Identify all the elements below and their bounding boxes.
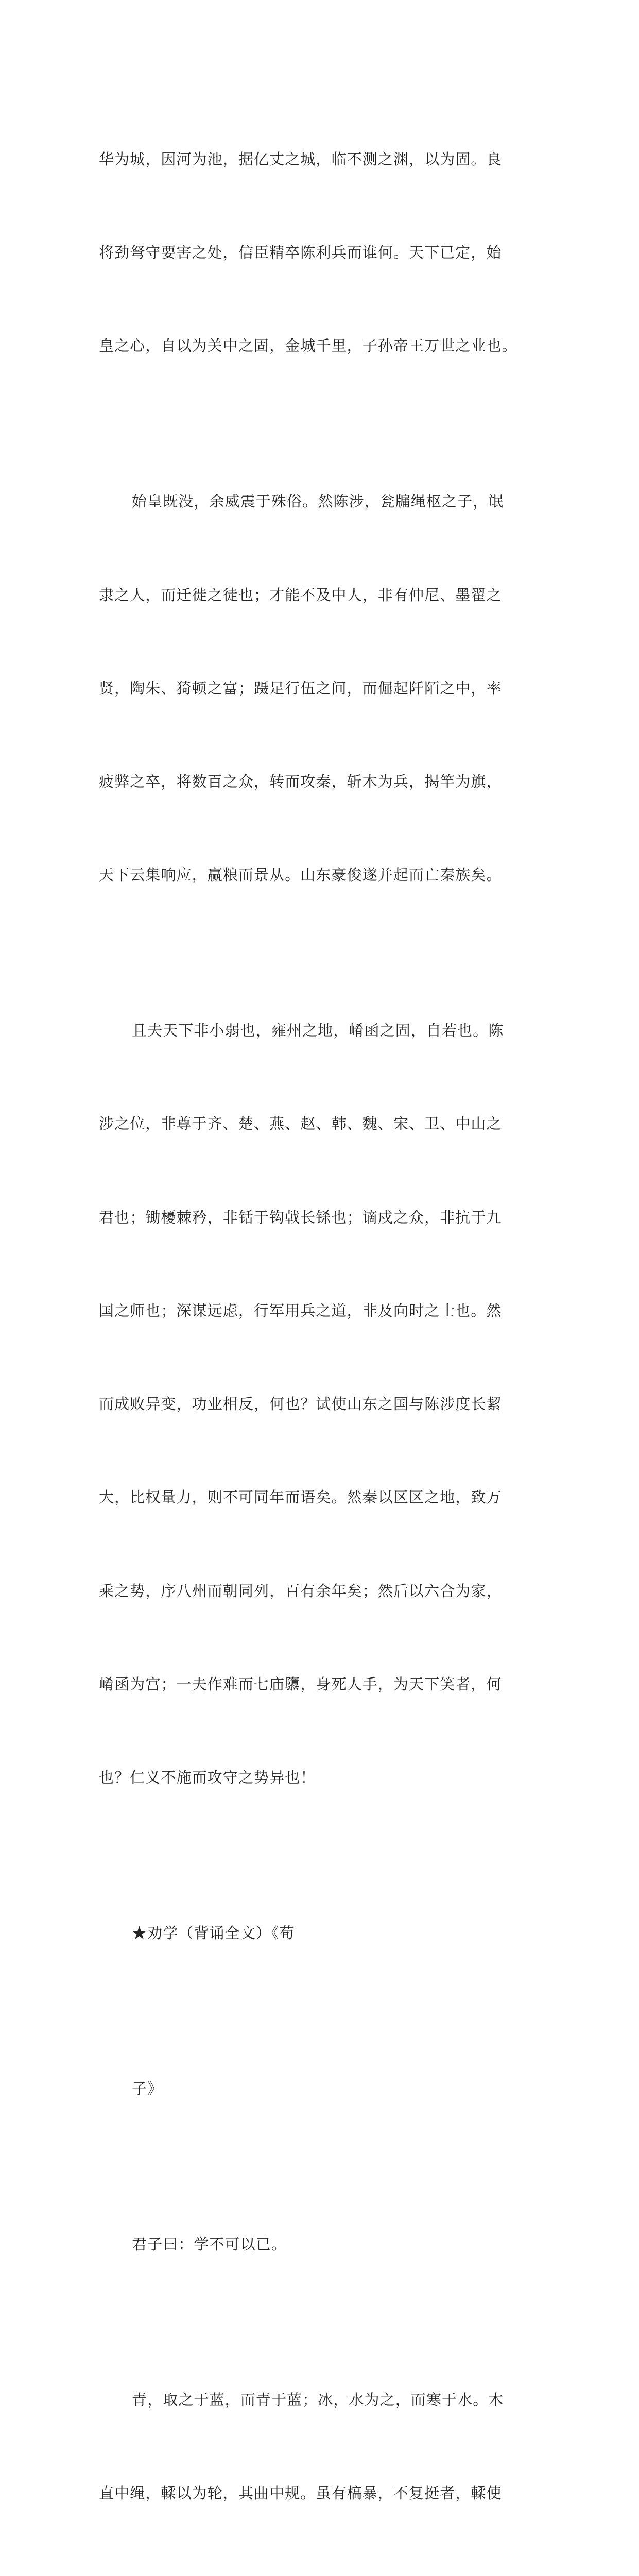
heading-line: ★劝学（背诵全文）《荀 [99, 1918, 547, 1948]
text-line: 君子曰：学不可以已。 [99, 2229, 547, 2260]
text-line: 皇之心，自以为关中之固，金城千里，子孙帝王万世之业也。 [99, 330, 547, 361]
paragraph-1 [99, 81, 547, 423]
heading-line: 子》 [99, 2073, 547, 2104]
paragraph-2 [99, 423, 547, 953]
text-line: 君也；锄櫌棘矜，非铦于钩戟长铩也；谪戍之众，非抗于九 [99, 1202, 547, 1233]
section-heading-cont [99, 2011, 547, 2166]
text-line: 且夫天下非小弱也，雍州之地，崤函之固，自若也。陈 [99, 1015, 547, 1046]
text-line: 天下云集响应，赢粮而景从。山东豪俊遂并起而亡秦族矣。 [99, 859, 547, 890]
text-line: 也？仁义不施而攻守之势异也！ [99, 1762, 547, 1793]
text-line: 隶之人，而迁徙之徒也；才能不及中人，非有仲尼、墨翟之 [99, 580, 547, 611]
text-line: 贤，陶朱、猗顿之富；蹑足行伍之间，而倔起阡陌之中，率 [99, 673, 547, 704]
paragraph-5 [99, 2322, 547, 2576]
document-page [0, 0, 639, 904]
text-line: 大，比权量力，则不可同年而语矣。然秦以区区之地，致万 [99, 1482, 547, 1513]
text-line: 国之师也；深谋远虑，行军用兵之道，非及向时之士也。然 [99, 1295, 547, 1326]
text-line: 青，取之于蓝，而青于蓝；冰，水为之，而寒于水。木 [99, 2384, 547, 2415]
body-text [99, 81, 547, 2576]
text-line: 乘之势，序八州而朝同列，百有余年矣；然后以六合为家， [99, 1575, 547, 1606]
paragraph-3 [99, 953, 547, 1855]
text-line [99, 2571, 547, 2576]
text-line: 崤函为宫；一夫作难而七庙隳，身死人手，为天下笑者，何 [99, 1669, 547, 1700]
text-line: 华为城，因河为池，据亿丈之城，临不测之渊，以为固。良 [99, 144, 547, 175]
paragraph-4 [99, 2166, 547, 2322]
text-line: 涉之位，非尊于齐、楚、燕、赵、韩、魏、宋、卫、中山之 [99, 1108, 547, 1139]
text-line: 而成败异变，功业相反，何也？试使山东之国与陈涉度长絜 [99, 1388, 547, 1419]
section-heading [99, 1855, 547, 2011]
text-line: 将劲弩守要害之处，信臣精卒陈利兵而谁何。天下已定，始 [99, 237, 547, 268]
text-line: 始皇既没，余威震于殊俗。然陈涉，瓮牖绳枢之子，氓 [99, 486, 547, 517]
text-line: 疲弊之卒，将数百之众，转而攻秦，斩木为兵，揭竿为旗， [99, 766, 547, 797]
text-line: 直中绳，輮以为轮，其曲中规。虽有槁暴，不复挺者，輮使 [99, 2478, 547, 2509]
